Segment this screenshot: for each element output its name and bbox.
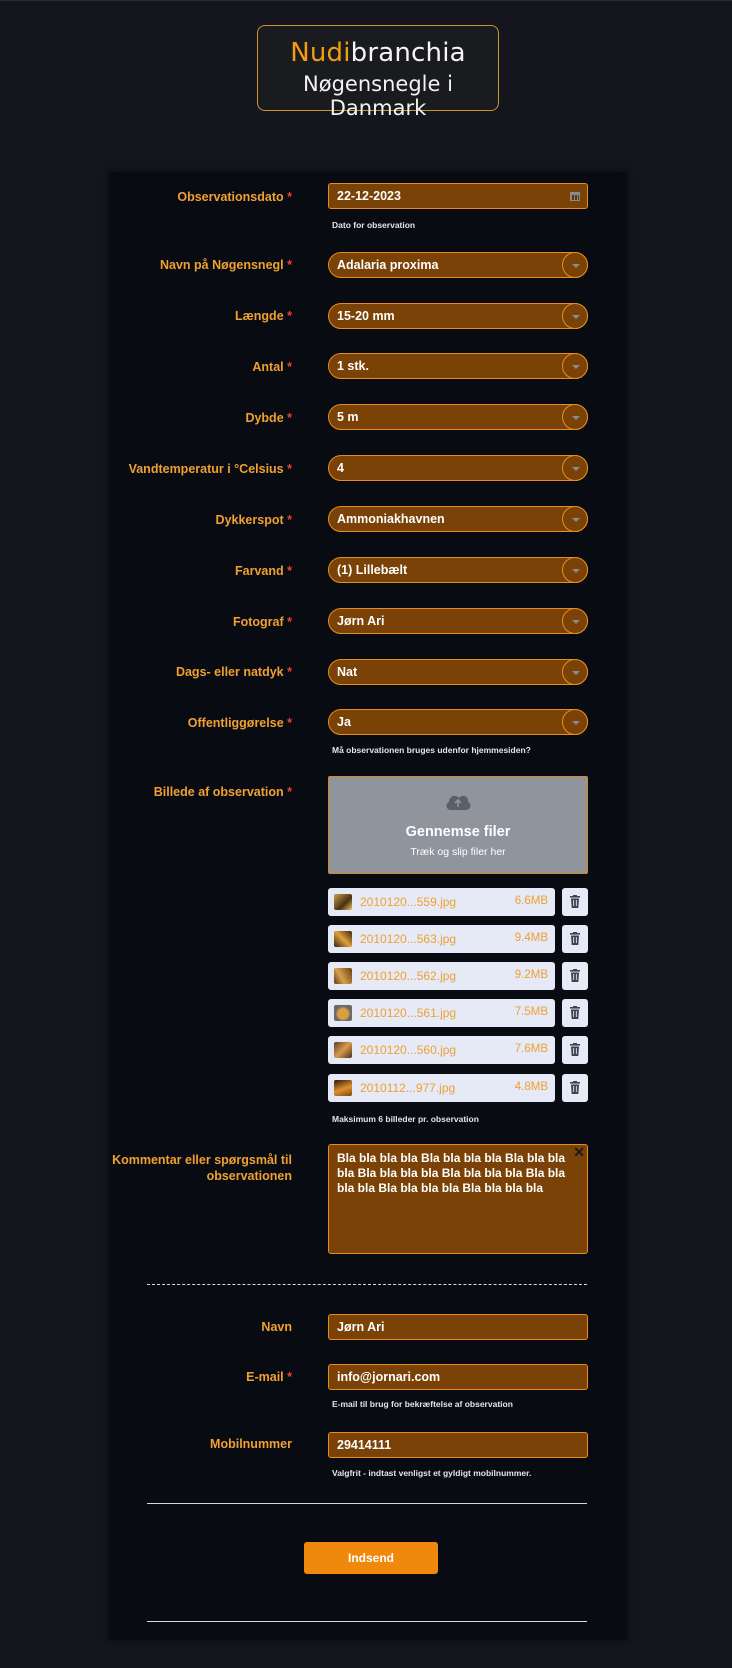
file-name: 2010120...559.jpg xyxy=(360,895,457,909)
email-label: E-mail * xyxy=(246,1370,292,1384)
photographer-select[interactable]: Jørn Ari xyxy=(328,608,588,634)
chevron-down-icon[interactable] xyxy=(562,709,588,735)
cloud-upload-icon xyxy=(444,791,472,811)
publish-label: Offentliggørelse * xyxy=(187,716,292,730)
mobile-label: Mobilnummer xyxy=(210,1437,292,1451)
delete-file-button[interactable] xyxy=(562,962,588,990)
length-select[interactable]: 15-20 mm xyxy=(328,303,588,329)
water-temp-label: Vandtemperatur i °Celsius * xyxy=(128,462,292,476)
observation-date-label: Observationsdato * xyxy=(177,190,292,204)
observation-date-help: Dato for observation xyxy=(332,220,416,230)
waters-select[interactable]: (1) Lillebælt xyxy=(328,557,588,583)
file-item xyxy=(328,999,555,1027)
delete-file-button[interactable] xyxy=(562,1036,588,1064)
email-input[interactable]: info@jornari.com xyxy=(328,1364,588,1390)
image-label: Billede af observation * xyxy=(153,785,292,799)
submit-button[interactable]: Indsend xyxy=(304,1542,438,1574)
delete-file-button[interactable] xyxy=(562,1074,588,1102)
file-size: 6.6MB xyxy=(514,895,548,907)
chevron-down-icon[interactable] xyxy=(562,659,588,685)
trash-icon xyxy=(570,932,580,945)
file-thumbnail xyxy=(334,931,352,947)
section-divider xyxy=(147,1503,587,1504)
chevron-down-icon[interactable] xyxy=(562,303,588,329)
bottom-divider xyxy=(147,1621,587,1622)
file-size: 7.6MB xyxy=(514,1043,548,1055)
name-input[interactable]: Jørn Ari xyxy=(328,1314,588,1340)
chevron-down-icon[interactable] xyxy=(562,252,588,278)
file-item xyxy=(328,962,555,990)
observation-date-input[interactable]: 22-12-2023 xyxy=(328,183,588,209)
count-select[interactable]: 1 stk. xyxy=(328,353,588,379)
browse-files-button[interactable]: Gennemse filer xyxy=(405,824,511,840)
dive-spot-label: Dykkerspot * xyxy=(215,513,292,527)
delete-file-button[interactable] xyxy=(562,999,588,1027)
file-name: 2010120...560.jpg xyxy=(360,1043,457,1057)
file-thumbnail xyxy=(334,1005,352,1021)
file-item xyxy=(328,1074,555,1102)
delete-file-button[interactable] xyxy=(562,888,588,916)
trash-icon xyxy=(570,1006,580,1019)
depth-select[interactable]: 5 m xyxy=(328,404,588,430)
file-name: 2010120...562.jpg xyxy=(360,969,457,983)
file-name: 2010120...561.jpg xyxy=(360,1006,457,1020)
trash-icon xyxy=(570,1043,580,1056)
dive-spot-select[interactable]: Ammoniakhavnen xyxy=(328,506,588,532)
file-dropzone[interactable] xyxy=(328,776,588,874)
comment-label: Kommentar eller spørgsmål til observationen xyxy=(112,1153,292,1183)
publish-help: Må observationen bruges udenfor hjemmesiden? xyxy=(332,745,531,755)
image-help: Maksimum 6 billeder pr. observation xyxy=(332,1114,479,1124)
file-name: 2010112...977.jpg xyxy=(360,1081,456,1095)
file-item xyxy=(328,1036,555,1064)
section-divider xyxy=(147,1284,587,1285)
species-label: Navn på Nøgensnegl * xyxy=(160,258,292,272)
email-help: E-mail til brug for bekræftelse af observation xyxy=(332,1399,513,1409)
logo-title: Nudibranchia xyxy=(290,38,466,68)
file-item xyxy=(328,925,555,953)
count-label: Antal * xyxy=(252,360,292,374)
calendar-icon[interactable] xyxy=(570,192,580,201)
chevron-down-icon[interactable] xyxy=(562,353,588,379)
mobile-input[interactable]: 29414111 xyxy=(328,1432,588,1458)
water-temp-select[interactable]: 4 xyxy=(328,455,588,481)
species-select[interactable]: Adalaria proxima xyxy=(328,252,588,278)
site-logo[interactable] xyxy=(257,25,499,120)
length-label: Længde * xyxy=(235,309,292,323)
chevron-down-icon[interactable] xyxy=(562,404,588,430)
trash-icon xyxy=(570,969,580,982)
chevron-down-icon[interactable] xyxy=(562,506,588,532)
name-label: Navn xyxy=(261,1320,292,1334)
day-night-label: Dags- eller natdyk * xyxy=(175,665,292,679)
clear-icon[interactable]: ✕ xyxy=(573,1144,585,1160)
file-name: 2010120...563.jpg xyxy=(360,932,457,946)
file-thumbnail xyxy=(334,894,352,910)
chevron-down-icon[interactable] xyxy=(562,455,588,481)
file-size: 9.2MB xyxy=(514,969,548,981)
file-thumbnail xyxy=(334,968,352,984)
file-thumbnail xyxy=(334,1042,352,1058)
file-size: 4.8MB xyxy=(514,1081,548,1093)
mobile-help: Valgfrit - indtast venligst et gyldigt mobilnummer. xyxy=(332,1468,532,1478)
waters-label: Farvand * xyxy=(235,564,292,578)
depth-label: Dybde * xyxy=(245,411,292,425)
chevron-down-icon[interactable] xyxy=(562,608,588,634)
drag-drop-hint: Træk og slip filer her xyxy=(410,846,506,858)
chevron-down-icon[interactable] xyxy=(562,557,588,583)
photographer-label: Fotograf * xyxy=(232,615,292,629)
trash-icon xyxy=(570,895,580,908)
file-thumbnail xyxy=(334,1080,352,1096)
file-size: 7.5MB xyxy=(514,1006,548,1018)
file-size: 9.4MB xyxy=(514,932,548,944)
file-item xyxy=(328,888,555,916)
day-night-select[interactable]: Nat xyxy=(328,659,588,685)
top-border xyxy=(0,0,732,1)
delete-file-button[interactable] xyxy=(562,925,588,953)
logo-subtitle: Nøgensnegle i Danmark xyxy=(303,72,453,120)
trash-icon xyxy=(570,1081,580,1094)
publish-select[interactable]: Ja xyxy=(328,709,588,735)
comment-textarea[interactable]: Bla bla bla bla Bla bla bla bla Bla bla bla bla Bla bla bla bla Bla bla bla bla Bla bla bla bla Bla bla bla bla Bla bla bla bla ✕ xyxy=(328,1144,588,1254)
